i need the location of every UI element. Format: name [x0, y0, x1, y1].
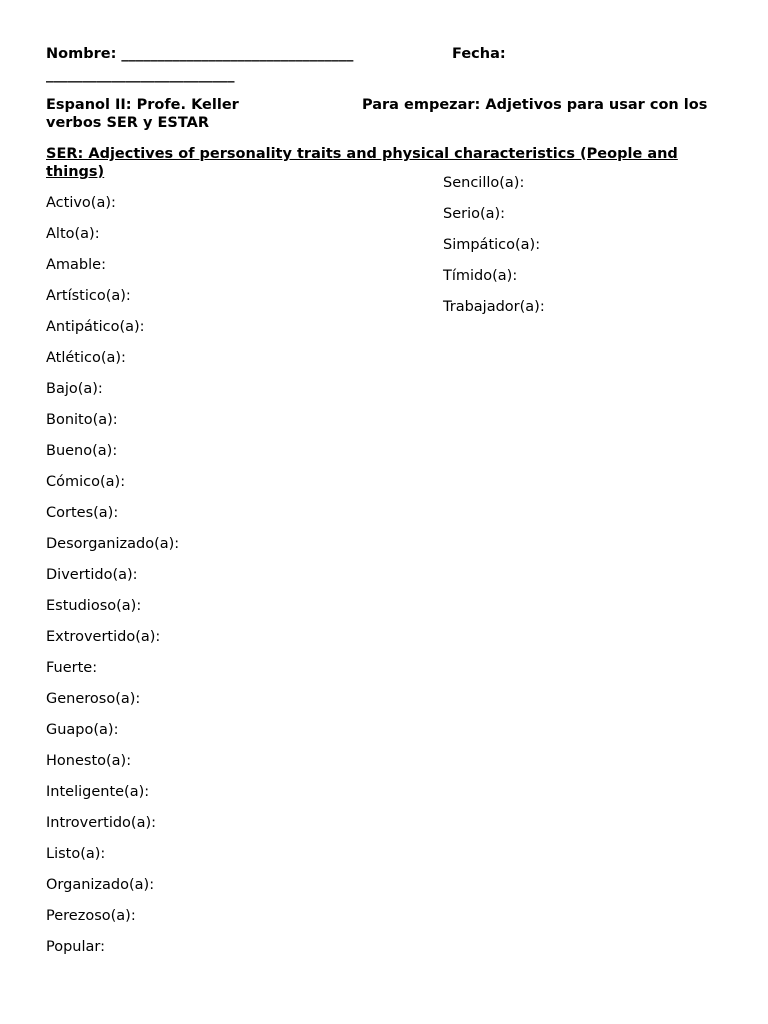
list-item: Artístico(a): [46, 288, 131, 304]
list-item: Cortes(a): [46, 505, 119, 521]
list-item: Estudioso(a): [46, 598, 142, 614]
list-item: Perezoso(a): [46, 908, 136, 924]
list-item: Guapo(a): [46, 722, 119, 738]
list-item: Bonito(a): [46, 412, 118, 428]
adjective-list-right [443, 173, 545, 328]
course-title [46, 96, 346, 132]
list-item: Antipático(a): [46, 319, 145, 335]
fecha-label: Fecha: [452, 46, 506, 62]
verbos-subtitle: verbos SER y ESTAR [46, 115, 210, 131]
list-item: Sencillo(a): [443, 175, 525, 191]
list-item: Serio(a): [443, 206, 506, 222]
list-item: Fuerte: [46, 660, 98, 676]
list-item: Divertido(a): [46, 567, 138, 583]
list-item: Generoso(a): [46, 691, 141, 707]
list-item: Organizado(a): [46, 877, 155, 893]
list-item: Tímido(a): [443, 268, 518, 284]
list-item: Amable: [46, 257, 106, 273]
section-heading: SER: Adjectives of personality traits and physical characteristics (People and things) [46, 146, 678, 180]
list-item: Atlético(a): [46, 350, 126, 366]
list-item: Alto(a): [46, 226, 100, 242]
list-item: Cómico(a): [46, 474, 126, 490]
list-item: Honesto(a): [46, 753, 132, 769]
course-name: Espanol II: Profe. Keller [46, 97, 239, 113]
list-item: Bueno(a): [46, 443, 118, 459]
list-item: Simpático(a): [443, 237, 541, 253]
list-item: Introvertido(a): [46, 815, 157, 831]
list-item: Listo(a): [46, 846, 106, 862]
list-item: Trabajador(a): [443, 299, 545, 315]
para-empezar-title: Para empezar: Adjetivos para usar con los [362, 97, 708, 113]
list-item: Popular: [46, 939, 105, 955]
list-item: Desorganizado(a): [46, 536, 180, 552]
fecha-blank-line: __________________________ [46, 67, 235, 83]
list-item: Activo(a): [46, 195, 116, 211]
adjective-list-left [46, 193, 179, 968]
nombre-field: Nombre: ________________________________ [46, 46, 354, 62]
list-item: Bajo(a): [46, 381, 103, 397]
list-item: Extrovertido(a): [46, 629, 161, 645]
list-item: Inteligente(a): [46, 784, 150, 800]
